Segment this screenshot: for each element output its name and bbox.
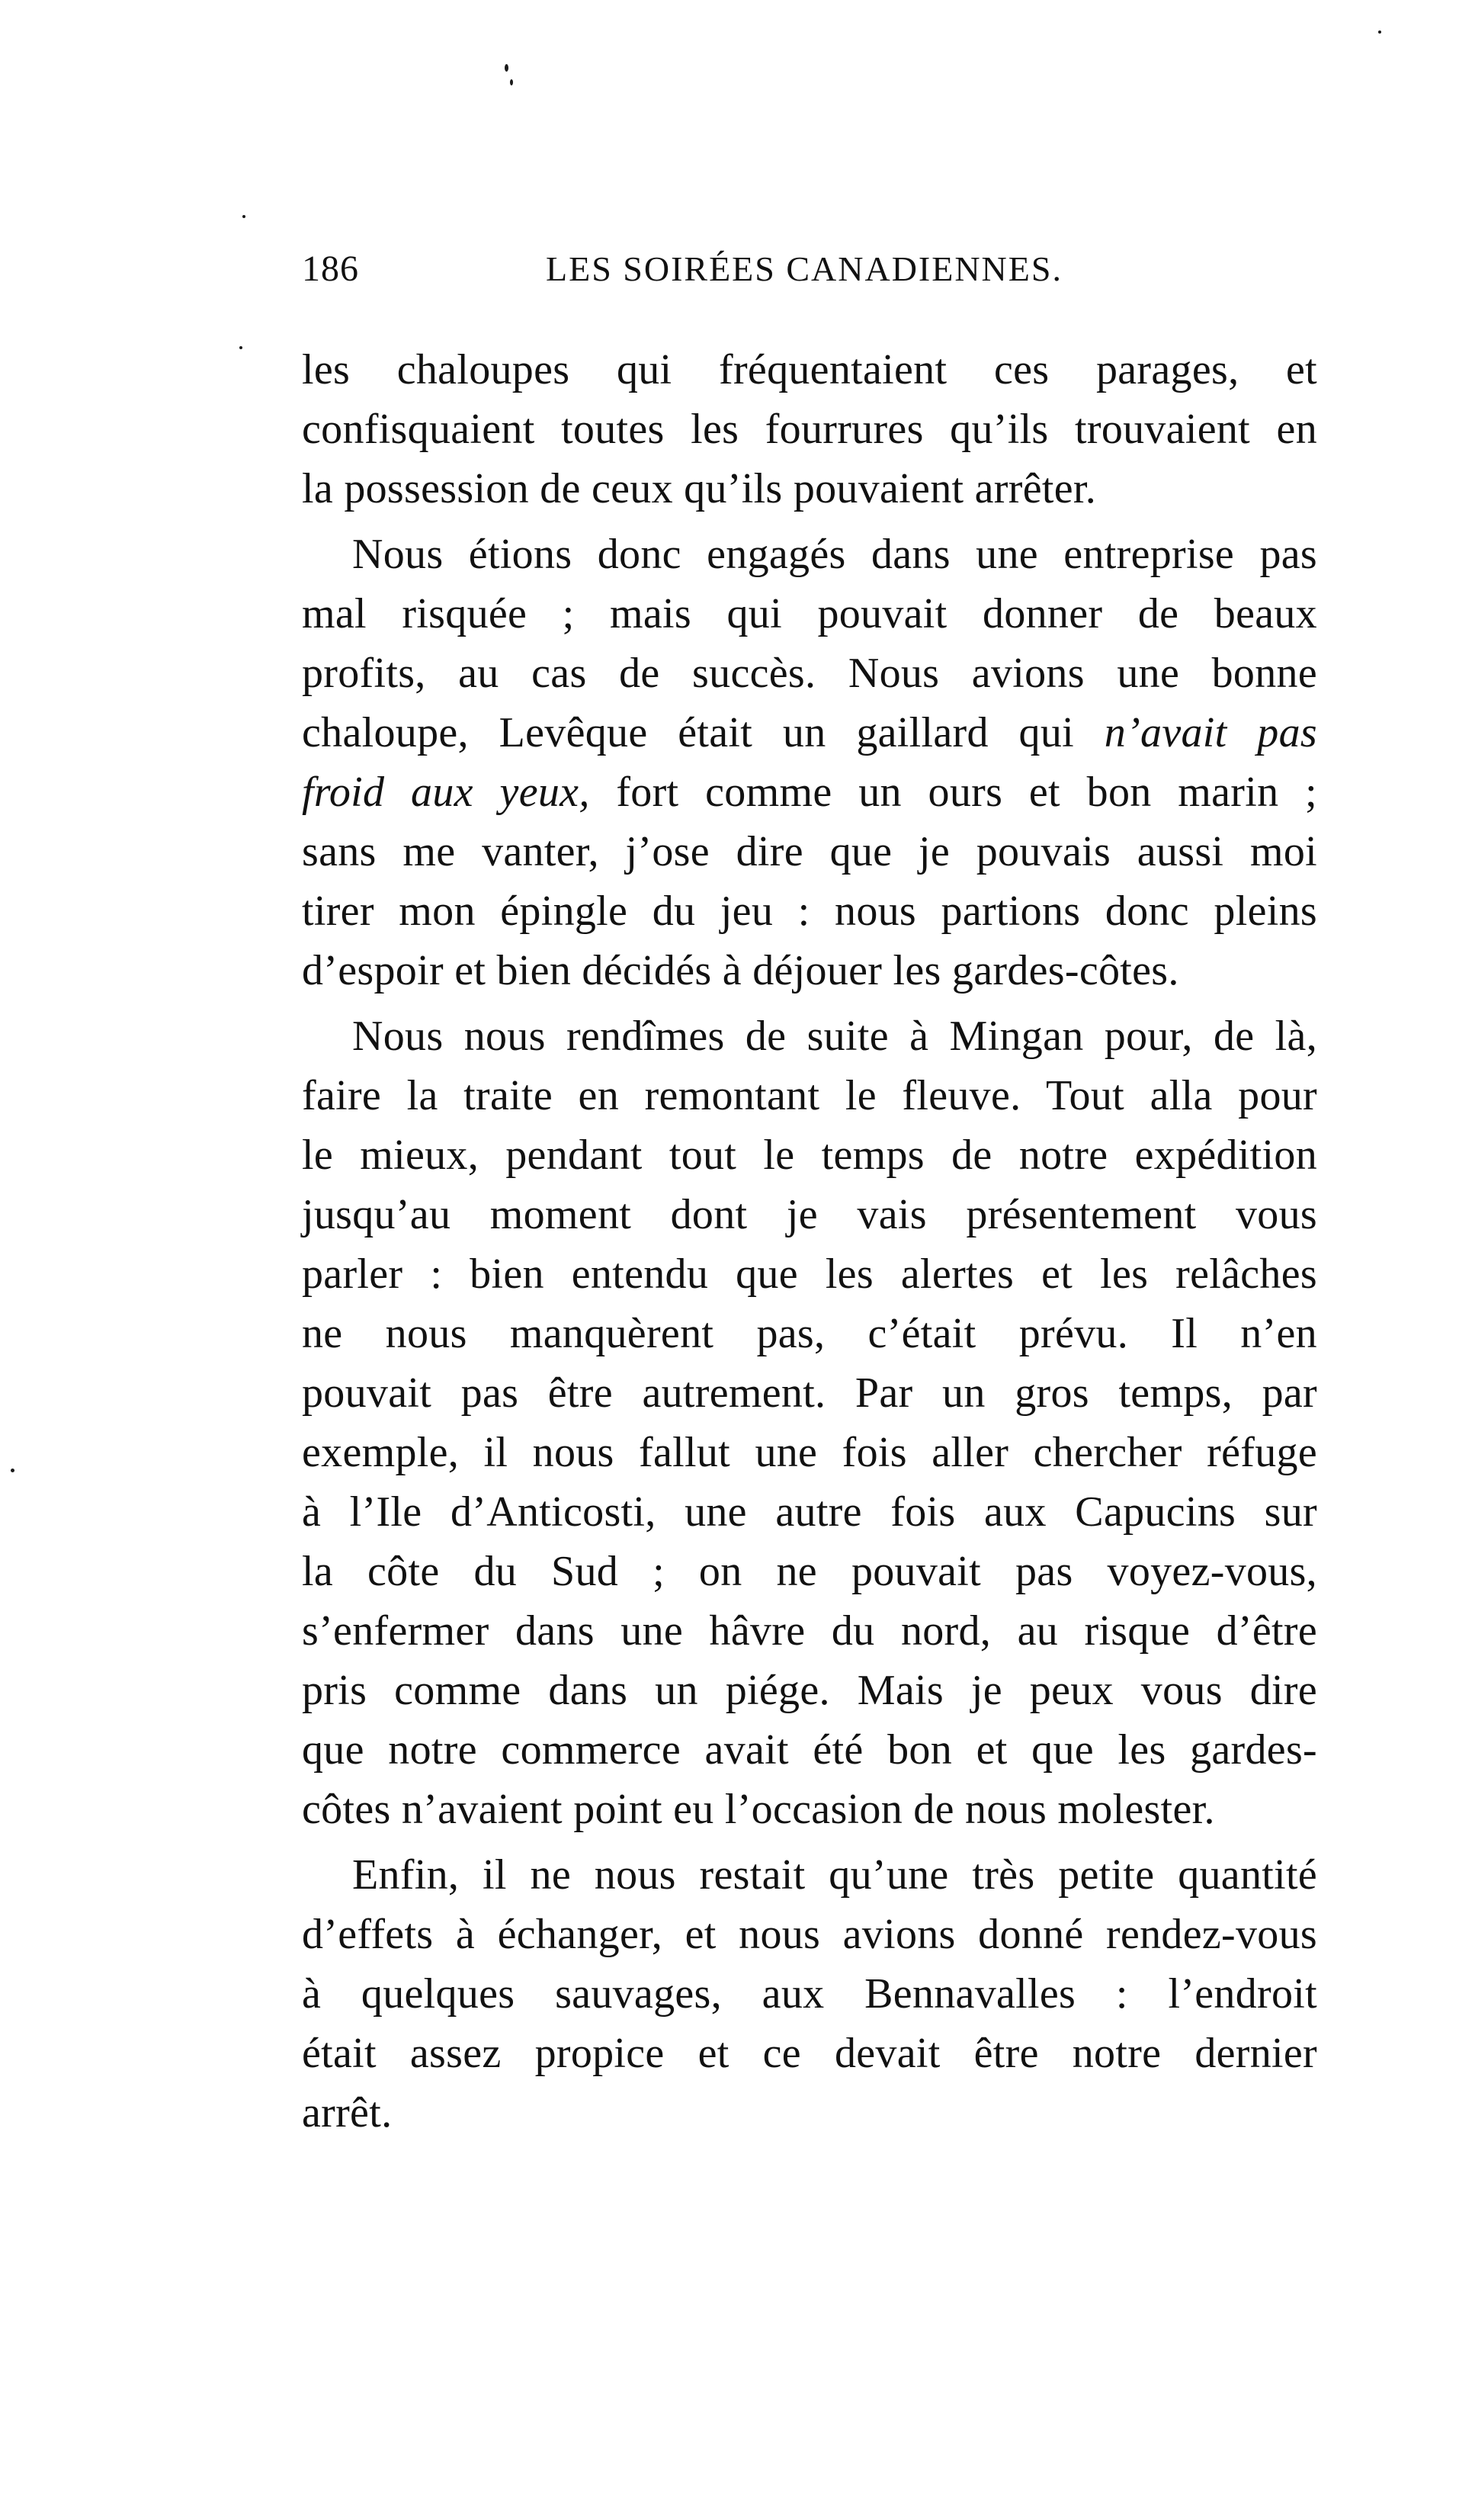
text-segment: fort comme un ours et bon marin ; bbox=[616, 769, 1317, 816]
text-line: parler : bien entendu que les alertes et les relâches bbox=[302, 1250, 1317, 1298]
page-number: 186 bbox=[302, 249, 359, 289]
paragraph bbox=[302, 525, 1317, 1000]
paragraph bbox=[302, 1006, 1317, 1839]
ink-speck bbox=[505, 64, 508, 72]
body-text bbox=[302, 340, 1317, 2149]
text-line: les chaloupes qui fréquentaient ces parages, et bbox=[302, 346, 1317, 393]
text-line: profits, au cas de succès. Nous avions une bonne bbox=[302, 650, 1317, 697]
text-line: à quelques sauvages, aux Bennavalles : l’endroit bbox=[302, 1970, 1317, 2018]
ink-speck bbox=[1378, 30, 1381, 34]
ink-speck bbox=[239, 346, 242, 349]
text-segment: chaloupe, Levêque était un gaillard qui bbox=[302, 709, 1074, 756]
page-header bbox=[302, 242, 1293, 296]
text-line: pris comme dans un piége. Mais je peux vous dire bbox=[302, 1667, 1317, 1714]
text-line: Nous étions donc engagés dans une entreprise pas bbox=[352, 531, 1317, 578]
text-line: d’espoir et bien décidés à déjouer les gardes-côtes. bbox=[302, 947, 1179, 994]
running-title: LES SOIRÉES CANADIENNES. bbox=[546, 249, 1063, 288]
text-line: exemple, il nous fallut une fois aller chercher réfuge bbox=[302, 1429, 1317, 1476]
text-line: jusqu’au moment dont je vais présentement vous bbox=[302, 1191, 1317, 1238]
text-line: le mieux, pendant tout le temps de notre expédition bbox=[302, 1132, 1317, 1179]
text-line: d’effets à échanger, et nous avions donné rendez-vous bbox=[302, 1911, 1317, 1958]
text-line: tirer mon épingle du jeu : nous partions donc pleins bbox=[302, 888, 1317, 935]
text-line bbox=[302, 703, 1317, 762]
text-line: s’enfermer dans une hâvre du nord, au risque d’être bbox=[302, 1607, 1317, 1655]
ink-speck bbox=[510, 79, 513, 85]
paragraph bbox=[302, 340, 1317, 518]
text-line: confisquaient toutes les fourrures qu’ils trouvaient en bbox=[302, 406, 1317, 453]
text-line: faire la traite en remontant le fleuve. Tout alla pour bbox=[302, 1072, 1317, 1119]
text-line: mal risquée ; mais qui pouvait donner de beaux bbox=[302, 590, 1317, 637]
text-line bbox=[302, 762, 1317, 822]
text-line: Nous nous rendîmes de suite à Mingan pour, de là, bbox=[352, 1013, 1317, 1060]
italic-phrase: n’avait pas bbox=[1104, 709, 1317, 756]
text-line: Enfin, il ne nous restait qu’une très petite quantité bbox=[352, 1851, 1317, 1899]
text-line: à l’Ile d’Anticosti, une autre fois aux Capucins sur bbox=[302, 1488, 1317, 1536]
ink-speck bbox=[242, 215, 245, 218]
text-line: pouvait pas être autrement. Par un gros temps, par bbox=[302, 1369, 1317, 1417]
text-line: ne nous manquèrent pas, c’était prévu. Il n’en bbox=[302, 1310, 1317, 1357]
ink-speck bbox=[11, 1469, 14, 1472]
text-line: sans me vanter, j’ose dire que je pouvais aussi moi bbox=[302, 828, 1317, 875]
paragraph bbox=[302, 1845, 1317, 2143]
text-line: était assez propice et ce devait être notre dernier bbox=[302, 2030, 1317, 2077]
text-line: côtes n’avaient point eu l’occasion de nous molester. bbox=[302, 1786, 1215, 1833]
text-line: que notre commerce avait été bon et que les gardes- bbox=[302, 1726, 1317, 1774]
text-line: la côte du Sud ; on ne pouvait pas voyez-vous, bbox=[302, 1548, 1317, 1595]
text-line: la possession de ceux qu’ils pouvaient arrêter. bbox=[302, 465, 1097, 512]
italic-phrase: froid aux yeux, bbox=[302, 769, 590, 816]
text-line: arrêt. bbox=[302, 2089, 393, 2136]
